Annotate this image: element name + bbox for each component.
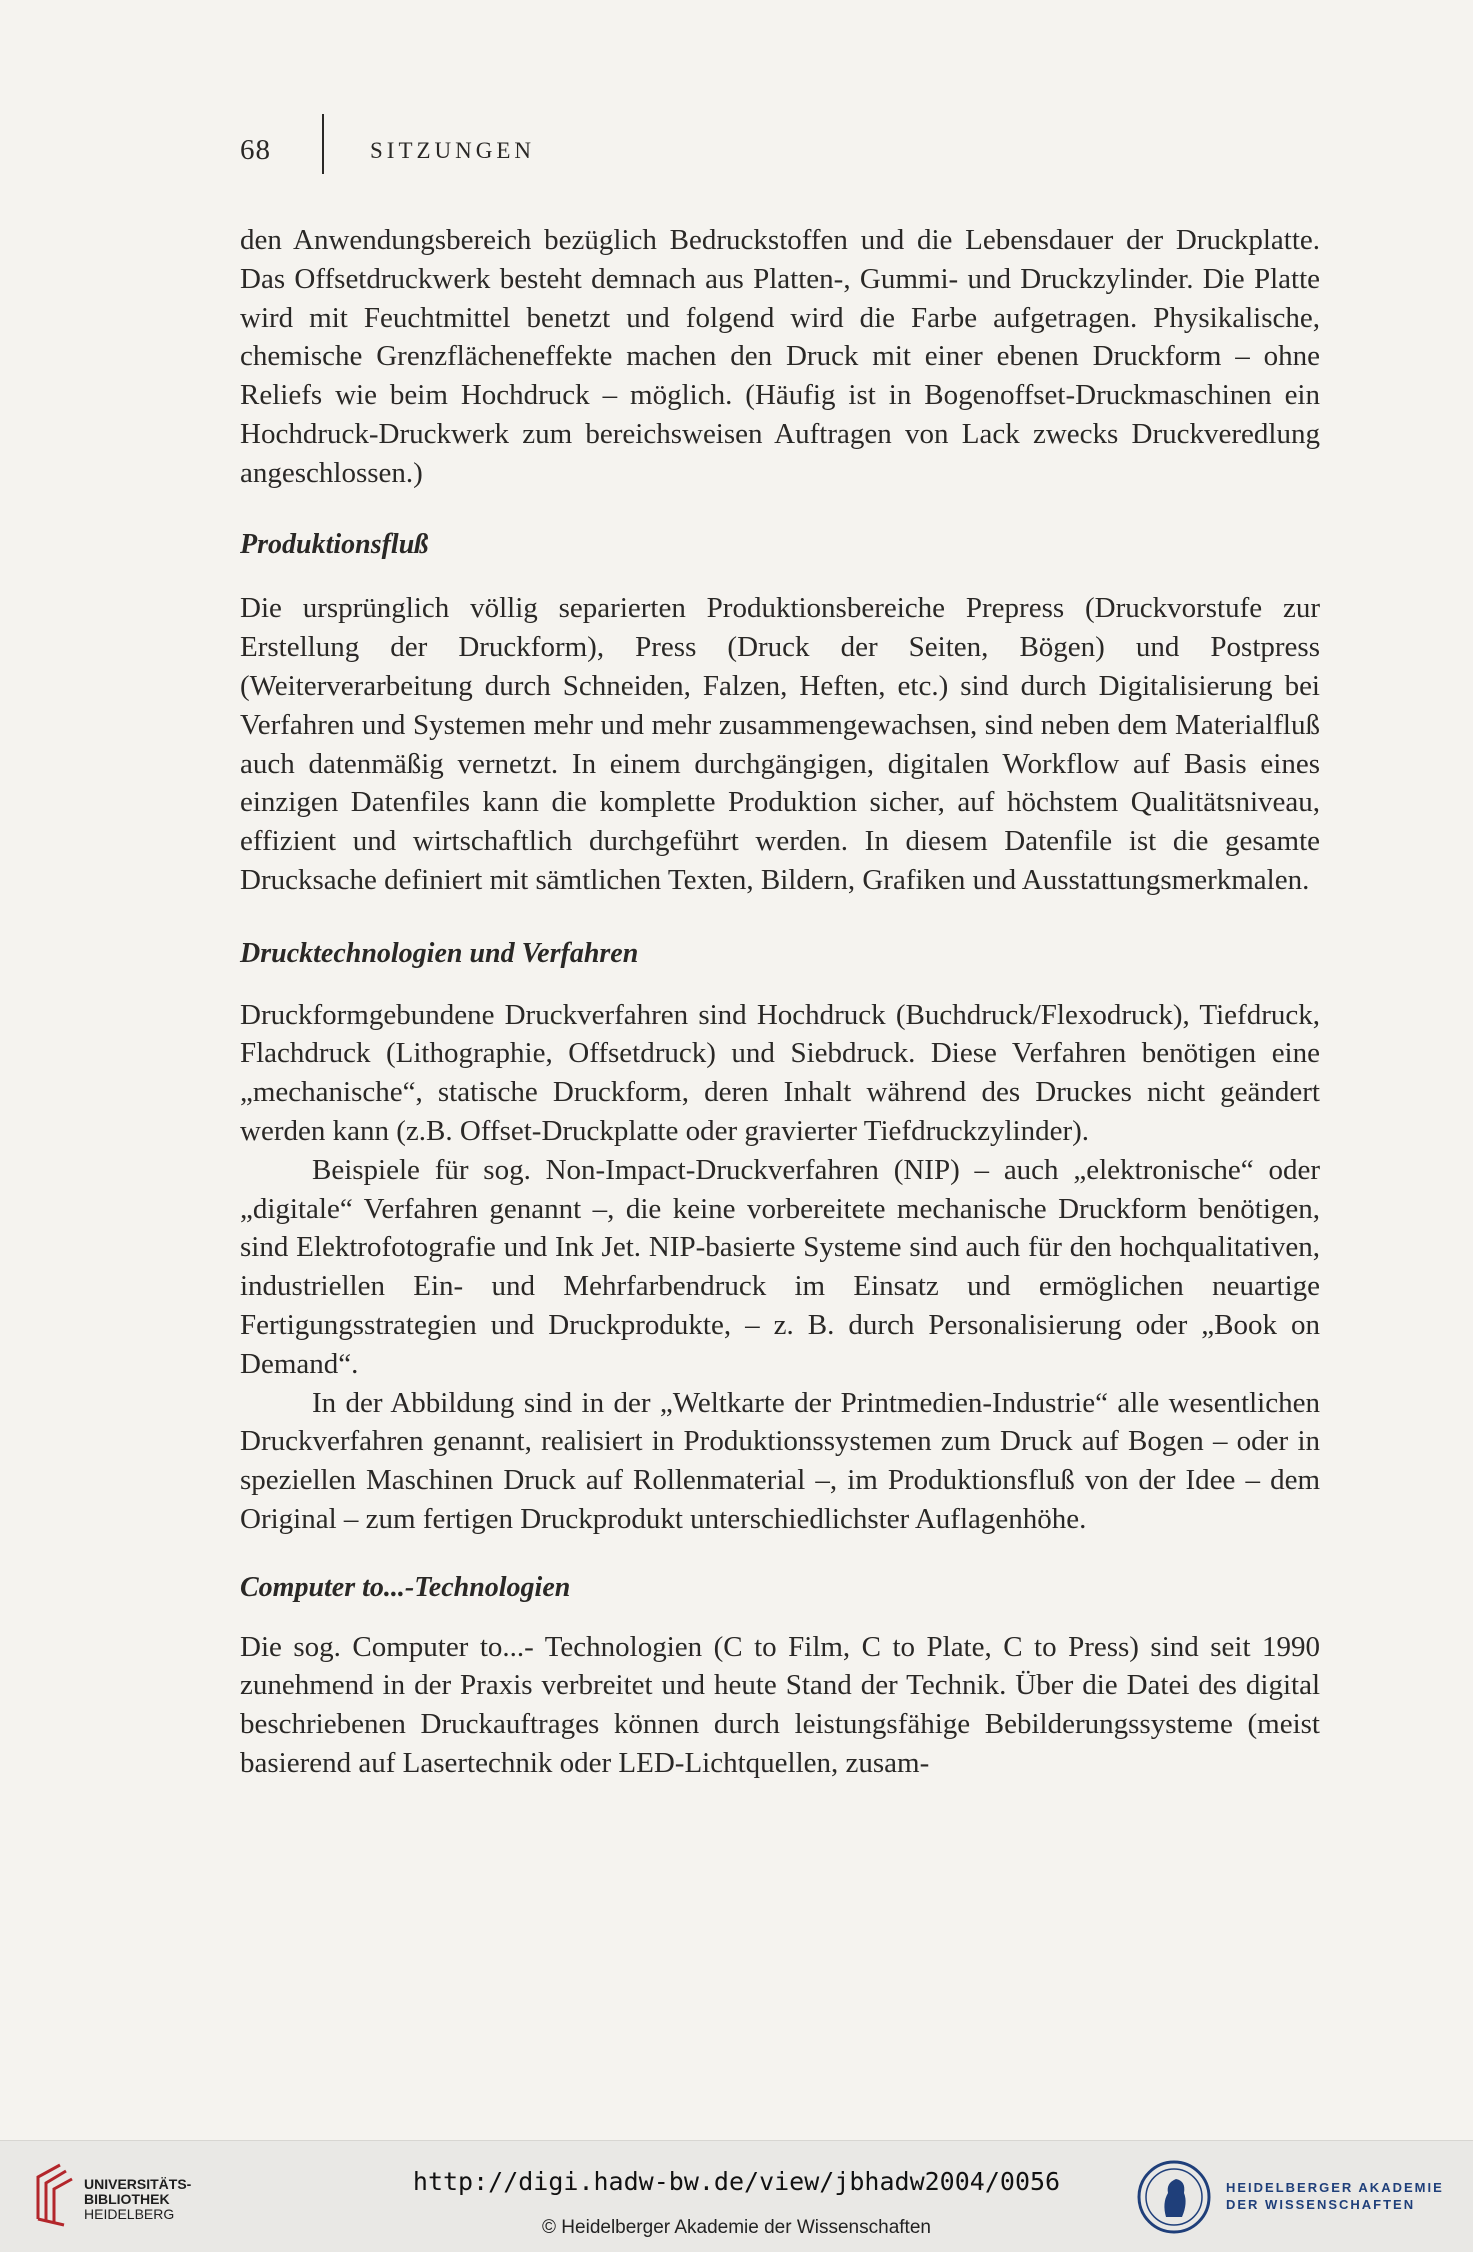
heading-produktionsfluss: Produktionsfluß (240, 528, 429, 560)
paragraph-computer-to: Die sog. Computer to...- Technologien (C to Film, C to Plate, C to Press) sind seit 1990 zunehmend in der Praxis verbreitet und heute Stand der Technik. Über die Datei des digital beschriebenen Druckauftrages können durch leistungsfähige Bebilderungssysteme (meist basierend auf Lasertechnik oder LED-Lichtquellen, zusam- (240, 1630, 1320, 1779)
copyright-notice: © Heidelberger Akademie der Wissenschaften (542, 2217, 931, 2238)
viewer-footer (0, 2140, 1473, 2252)
paragraph-produktionsfluss: Die ursprünglich völlig separierten Produktionsbereiche Prepress (Druckvorstufe zur Erstellung der Druckform), Press (Druck der Seiten, Bögen) und Postpress (Weiterverarbeitung durch Schneiden, Falzen, Heften, etc.) sind durch Digitalisierung bei Verfahren und Systemen mehr und mehr zusammengewachsen, sind neben dem Materialfluß auch datenmäßig vernetzt. In einem durchgängigen, digitalen Workflow auf Basis eines einzigen Datenfiles kann die komplette Produktion sicher, auf höchstem Qualitätsniveau, effizient und wirtschaftlich durchgeführt werden. In diesem Datenfile ist die gesamte Drucksache definiert mit sämtlichen Texten, Bildern, Grafiken und Ausstattungsmerkmalen. (240, 592, 1320, 896)
page-number: 68 (240, 134, 271, 166)
paragraph-weltkarte: In der Abbildung sind in der „Weltkarte der Printmedien-Industrie“ alle wesentlichen Druckverfahren genannt, realisiert in Produktionssystemen zum Druck auf Bogen – oder in speziellen Maschinen Druck auf Rollenmaterial –, im Produktionsfluß von der Idee – dem Original – zum fertigen Druckprodukt unterschiedlichster Auflagenhöhe. (240, 1386, 1320, 1535)
body-text (240, 221, 1320, 1783)
ub-line-2: BIBLIOTHEK (84, 2191, 170, 2207)
ub-line-1: UNIVERSITÄTS- (84, 2176, 192, 2192)
hadw-line-1: HEIDELBERGER AKADEMIE (1226, 2180, 1444, 2195)
paragraph-nip: Beispiele für sog. Non-Impact-Druckverfahren (NIP) – auch „elektronische“ oder „digitale“ Verfahren genannt –, die keine vorbereitete mechanische Druckform benötigen, sind Elektrofotografie und Ink Jet. NIP-basierte Systeme sind auch für den hochqualitativen, industriellen Ein- und Mehrfarbendruck im Einsatz und ermöglichen neuartige Fertigungsstrategien und Druckprodukte, – z. B. durch Personalisierung oder „Book on Demand“. (240, 1153, 1320, 1380)
header-divider (322, 114, 324, 174)
academy-seal-icon (1136, 2159, 1212, 2235)
permalink-url[interactable]: http://digi.hadw-bw.de/view/jbhadw2004/0056 (412, 2167, 1061, 2196)
hadw-line-2: DER WISSENSCHAFTEN (1226, 2197, 1416, 2212)
paragraph-intro: den Anwendungsbereich bezüglich Bedruckstoffen und die Lebensdauer der Druckplatte. Das Offsetdruckwerk besteht demnach aus Platten-, Gummi- und Druckzylinder. Die Platte wird mit Feuchtmittel benetzt und folgend wird die Farbe aufgetragen. Physikalische, chemische Grenzflächeneffekte machen den Druck mit einer ebenen Druckform – ohne Reliefs wie beim Hochdruck – möglich. (Häufig ist in Bogenoffset-Druckmaschinen ein Hochdruck-Druckwerk zum bereichsweisen Auftragen von Lack zwecks Druckveredlung angeschlossen.) (240, 224, 1320, 489)
paragraph-druckformgebunden: Druckformgebundene Druckverfahren sind Hochdruck (Buchdruck/Flexodruck), Tiefdruck, Flachdruck (Lithographie, Offsetdruck) und Siebdruck. Diese Verfahren benötigen eine „mechanische“, statische Druckform, deren Inhalt während des Druckes nicht geändert werden kann (z.B. Offset-Druckplatte oder gravierter Tiefdruckzylinder). (240, 998, 1320, 1147)
running-head: SITZUNGEN (370, 138, 536, 163)
ub-line-3: HEIDELBERG (84, 2206, 175, 2222)
heading-computer-to: Computer to...-Technologien (240, 1571, 571, 1603)
academy-label (1226, 2179, 1444, 2213)
heading-drucktechnologien: Drucktechnologien und Verfahren (240, 937, 639, 969)
